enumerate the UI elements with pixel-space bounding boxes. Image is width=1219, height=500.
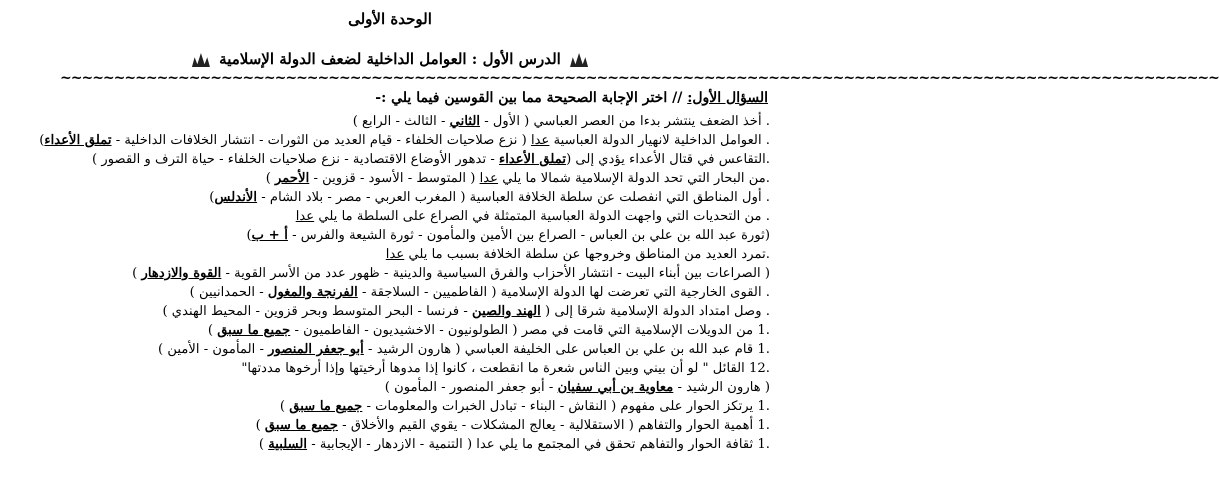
- line-text: . من التحديات التي واجهت الدولة العباسية المتمثلة في الصراع على السلطة ما يلي: [314, 209, 770, 224]
- line-text: ): [255, 418, 265, 433]
- line-text: ( نزع صلاحيات الخلفاء - قيام العديد من الثورات - انتشار الخلافات الداخلية -: [111, 133, 531, 148]
- question-line: [266, 171, 770, 187]
- correct-answer: الفرنجة والمغول: [267, 285, 358, 300]
- line-text: . العوامل الداخلية لانهيار الدولة العباسية: [549, 133, 770, 148]
- line-text: ): [258, 437, 269, 452]
- question-heading: [375, 90, 768, 106]
- line-text: - أبو جعفر المنصور - المأمون ): [384, 380, 558, 395]
- question-line: [162, 304, 770, 320]
- correct-answer: الثاني: [449, 114, 481, 129]
- line-text: ): [39, 133, 45, 148]
- correct-answer: معاوية بن أبي سفيان: [557, 380, 674, 395]
- question-line: [296, 209, 770, 225]
- line-text: ( هارون الرشيد -: [673, 380, 770, 395]
- line-text: ): [209, 190, 215, 205]
- line-text: ): [207, 323, 218, 338]
- line-text: ): [265, 171, 276, 186]
- line-text: .تمرد العديد من المناطق وخروجها عن سلطة الخلافة بسبب ما يلي: [404, 247, 770, 262]
- lesson-title-text: الدرس الأول : العوامل الداخلية لضعف الدولة الإسلامية: [219, 50, 561, 68]
- question-text: // اختر الإجابة الصحيحة مما بين القوسين فيما يلي :-: [375, 90, 688, 106]
- line-text: - فرنسا - البحر المتوسط وبحر قزوين - المحيط الهندي ): [162, 304, 473, 319]
- correct-answer: جميع ما سبق: [264, 418, 338, 433]
- line-text: (ثورة عبد الله بن علي بن العباس - الصراع بين الأمين والمأمون - ثورة الشيعة والفرس -: [287, 228, 770, 243]
- correct-answer: الهند والصين: [472, 304, 541, 319]
- line-text: ): [279, 399, 290, 414]
- correct-answer: تملق الأعداء: [44, 133, 112, 148]
- line-text: .1 أهمية الحوار والتفاهم ( الاستقلالية - يعالج المشكلات - يقوي القيم والأخلاق -: [337, 418, 770, 433]
- line-text: . القوى الخارجية التي تعرضت لها الدولة الإسلامية ( الفاطميين - السلاجقة -: [357, 285, 770, 300]
- correct-answer: جميع ما سبق: [217, 323, 291, 338]
- question-line: [246, 228, 770, 244]
- tilde-divider: ~~~~~~~~~~~~~~~~~~~~~~~~~~~~~~~~~~~~~~~~~~~~~~~~~~~~~~~~~~~~~~~~~~~~~~~~~~~~~~~~~~~~~~~~~~~~~~~~~~~~~~~~~~~~: [60, 70, 1219, 86]
- line-text: .1 من الدويلات الإسلامية التي قامت في مصر ( الطولونيون - الاخشيديون - الفاطميون -: [290, 323, 770, 338]
- question-line: [259, 437, 770, 453]
- line-text: ): [132, 266, 142, 281]
- question-line: [385, 380, 770, 396]
- question-line: [209, 190, 770, 206]
- line-text: - الحمدانيين ): [189, 285, 268, 300]
- question-line: [256, 418, 770, 434]
- line-text: .1 ثقافة الحوار والتفاهم تحقق في المجتمع ما يلي عدا ( التنمية - الازدهار - الإيجابية -: [307, 437, 770, 452]
- line-text: .التقاعس في قتال الأعداء يؤدي إلى (: [566, 152, 770, 167]
- question-line: [280, 399, 770, 415]
- question-label: السؤال الأول:: [687, 90, 768, 106]
- question-line: [158, 342, 770, 358]
- correct-answer: أبو جعفر المنصور: [268, 342, 364, 357]
- except-word: عدا: [385, 247, 405, 262]
- line-text: . أول المناطق التي انفصلت عن سلطة الخلافة العباسية ( المغرب العربي - مصر - بلاد الشام -: [257, 190, 770, 205]
- correct-answer: تملق الأعداء: [499, 152, 567, 167]
- question-line: [353, 114, 770, 130]
- line-text: - الثالث - الرابع ): [352, 114, 450, 129]
- line-text: ( الصراعات بين أبناء البيت - انتشار الأحزاب والفرق السياسية والدينية - ظهور عدد من الأسر القوية -: [221, 266, 770, 281]
- except-word: عدا: [295, 209, 315, 224]
- question-line: [92, 152, 770, 168]
- question-line: [132, 266, 770, 282]
- line-text: .1 قام عبد الله بن علي بن العباس على الخليفة العباسي ( هارون الرشيد -: [363, 342, 770, 357]
- question-line: [39, 133, 770, 149]
- line-text: ( المتوسط - الأسود - قزوين -: [309, 171, 480, 186]
- line-text: .من البحار التي تحد الدولة الإسلامية شمالا ما يلي: [498, 171, 770, 186]
- except-word: عدا: [530, 133, 550, 148]
- correct-answer: القوة والازدهار: [141, 266, 222, 281]
- lesson-title: [0, 50, 780, 68]
- question-line: [241, 361, 770, 377]
- line-text: - المأمون - الأمين ): [157, 342, 269, 357]
- question-line: [386, 247, 770, 263]
- unit-title: الوحدة الأولى: [348, 10, 432, 28]
- correct-answer: جميع ما سبق: [289, 399, 363, 414]
- question-line: [208, 323, 770, 339]
- line-text: ): [246, 228, 252, 243]
- line-text: - تدهور الأوضاع الاقتصادية - نزع صلاحيات الخلفاء - حياة الترف و القصور ): [91, 152, 499, 167]
- line-text: . أخذ الضعف ينتشر بدءا من العصر العباسي ( الأول -: [480, 114, 770, 129]
- correct-answer: الأحمر: [275, 171, 310, 186]
- line-text: . وصل امتداد الدولة الإسلامية شرقا إلى (: [540, 304, 770, 319]
- decoration-icon: [192, 53, 210, 67]
- correct-answer: الأندلس: [214, 190, 258, 205]
- decoration-icon: [570, 53, 588, 67]
- line-text: .1 يرتكز الحوار على مفهوم ( النقاش - البناء - تبادل الخبرات والمعلومات -: [362, 399, 770, 414]
- correct-answer: أ + ب: [251, 228, 288, 243]
- correct-answer: السلبية: [268, 437, 308, 452]
- question-line: [190, 285, 770, 301]
- except-word: عدا: [479, 171, 499, 186]
- line-text: .12 القائل " لو أن بيني وبين الناس شعرة ما انقطعت ، كانوا إذا مدوها أرخيتها وإذا أرخوها مددتها": [241, 361, 770, 376]
